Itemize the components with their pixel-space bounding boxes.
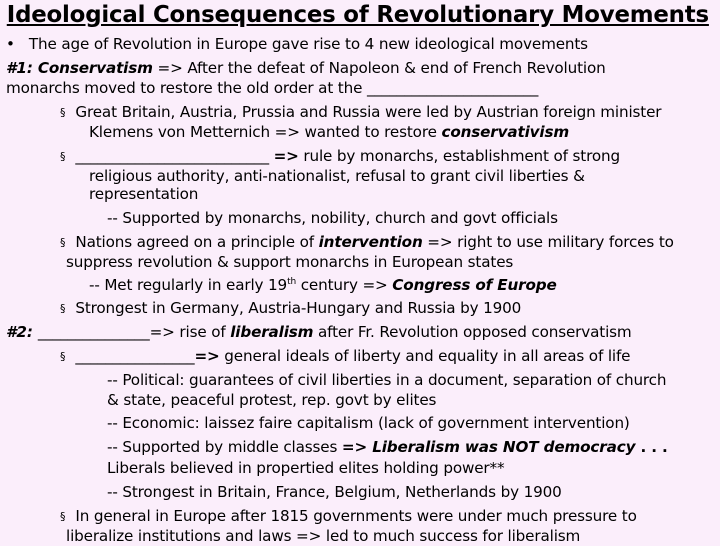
square-bullet-icon: § (60, 302, 66, 315)
text-line: representation (89, 185, 199, 203)
blank-line: ________________ (75, 347, 195, 365)
sub-bullet (60, 506, 637, 528)
conservatism-heading (6, 58, 606, 78)
text-line: -- Strongest in Britain, France, Belgium, Netherlands by 1900 (107, 483, 562, 501)
text-line: liberalize institutions and laws => led to much success for liberalism (66, 527, 581, 545)
text-segment: century => (296, 276, 393, 294)
text-segment: rule by monarchs, establishment of strong (298, 147, 620, 165)
sub-bullet (60, 102, 661, 124)
text-line: -- Supported by monarchs, nobility, church and govt officials (107, 209, 558, 227)
emphasis-text: => Liberalism was NOT democracy (341, 438, 636, 456)
bullet-marker: • (6, 35, 15, 53)
text-segment: -- Supported by middle classes (107, 438, 342, 456)
intro-bullet (6, 34, 588, 54)
arrow-text: => (273, 147, 299, 165)
text-line: -- Economic: laissez faire capitalism (lack of government intervention) (107, 414, 630, 432)
conservatism-text: => After the defeat of Napoleon & end of French Revolution (152, 59, 606, 77)
liberalism-heading (6, 322, 632, 342)
sub-bullet (60, 298, 521, 320)
conservatism-label: #1: Conservatism (6, 59, 153, 77)
square-bullet-icon: § (60, 510, 66, 523)
blank-line: _______________ (37, 323, 150, 341)
liberalism-number: #2: (6, 323, 38, 341)
text-segment: Nations agreed on a principle of (75, 233, 319, 251)
text-segment: => rise of (149, 323, 231, 341)
sub-bullet (60, 346, 630, 368)
ellipsis-text: . . . (635, 438, 668, 456)
text-line: & state, peaceful protest, rep. govt by elites (107, 391, 437, 409)
text-line: Strongest in Germany, Austria-Hungary and Russia by 1900 (75, 299, 522, 317)
text-line (89, 122, 569, 142)
text-line: -- Political: guarantees of civil liberties in a document, separation of church (107, 371, 667, 389)
emphasis-text: conservativism (441, 123, 570, 141)
superscript: th (287, 276, 297, 287)
text-line: suppress revolution & support monarchs in European states (66, 253, 514, 271)
text-segment: general ideals of liberty and equality in all areas of life (219, 347, 631, 365)
emphasis-text: intervention (318, 233, 423, 251)
text-segment: after Fr. Revolution opposed conservatism (313, 323, 632, 341)
text-line (89, 275, 557, 295)
square-bullet-icon: § (60, 236, 66, 249)
text-line: Liberals believed in propertied elites holding power** (107, 459, 505, 477)
text-segment: Klemens von Metternich => wanted to restore (89, 123, 442, 141)
text-line (107, 437, 668, 457)
intro-text: The age of Revolution in Europe gave rise to 4 new ideological movements (28, 35, 588, 53)
square-bullet-icon: § (60, 150, 66, 163)
emphasis-text: Congress of Europe (392, 276, 557, 294)
arrow-text: => (194, 347, 220, 365)
sub-bullet (60, 232, 674, 254)
text-line: monarchs moved to restore the old order at the _______________________ (6, 79, 539, 97)
text-line: In general in Europe after 1815 governments were under much pressure to (75, 507, 637, 525)
sub-bullet (60, 146, 620, 168)
square-bullet-icon: § (60, 106, 66, 119)
slide-title: Ideological Consequences of Revolutionary Movements (6, 2, 709, 28)
text-line: religious authority, anti-nationalist, refusal to grant civil liberties & (89, 167, 585, 185)
text-line: Great Britain, Austria, Prussia and Russia were led by Austrian foreign minister (75, 103, 662, 121)
square-bullet-icon: § (60, 350, 66, 363)
text-segment: => right to use military forces to (422, 233, 674, 251)
blank-line: __________________________ (75, 147, 274, 165)
emphasis-text: liberalism (230, 323, 314, 341)
text-segment: -- Met regularly in early 19 (89, 276, 288, 294)
